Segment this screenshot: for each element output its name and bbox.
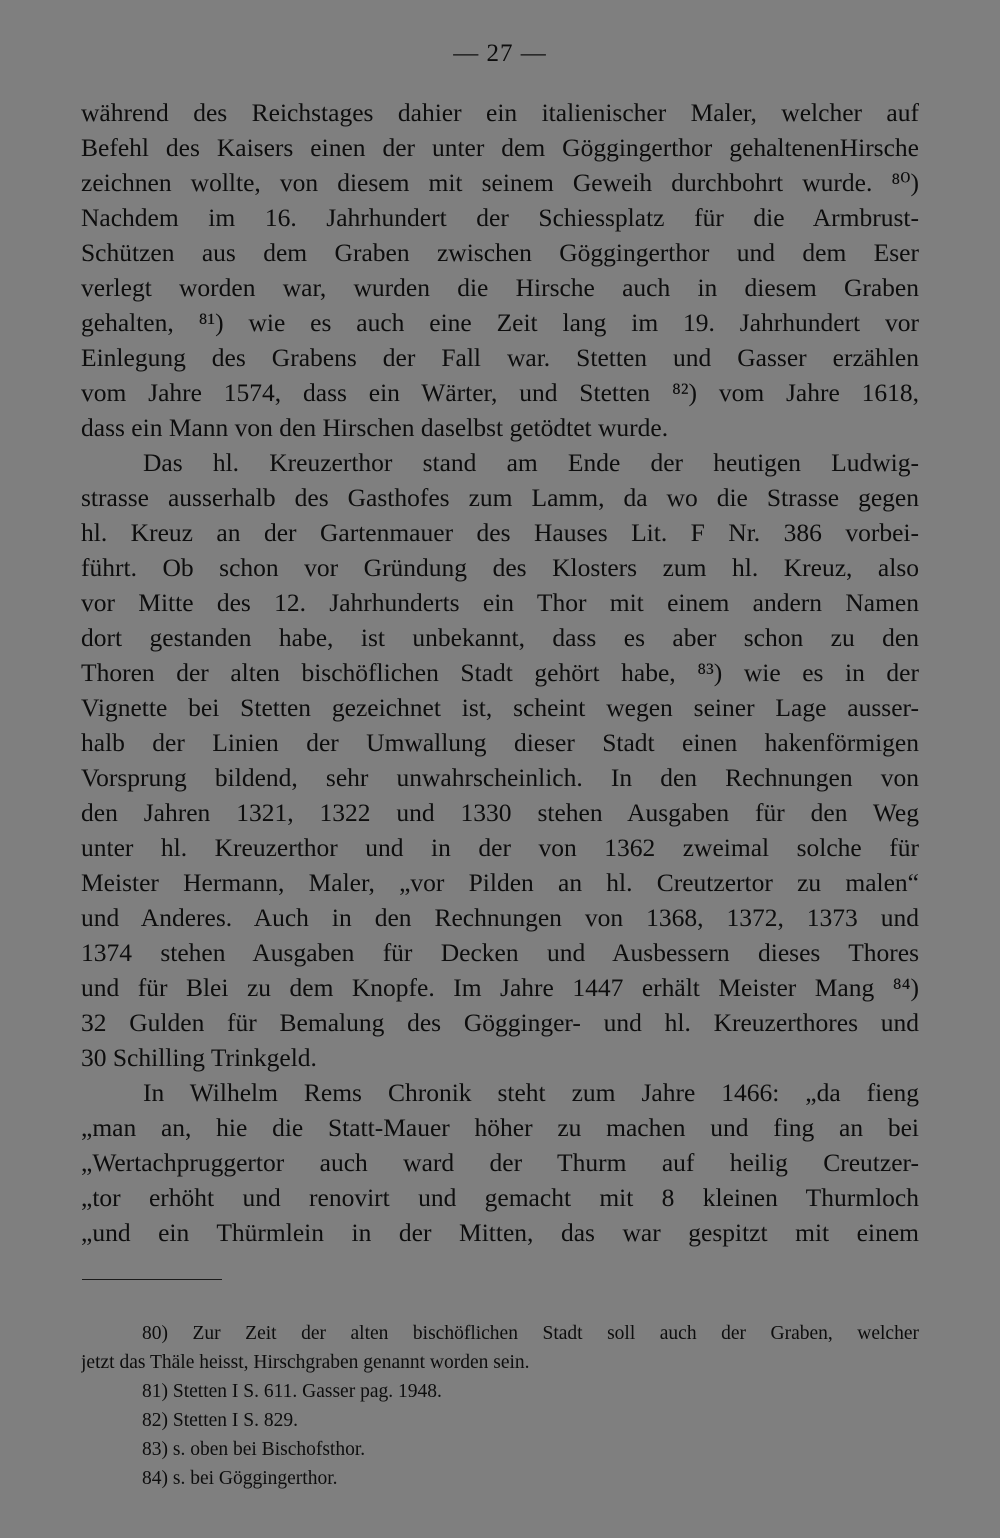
- text-line: „und ein Thürmlein in der Mitten, das war gespitzt mit einem: [81, 1218, 919, 1247]
- text-line: vor Mitte des 12. Jahrhunderts ein Thor mit einem andern Namen: [81, 588, 919, 617]
- text-line: Das hl. Kreuzerthor stand am Ende der heutigen Ludwig-: [143, 448, 919, 477]
- text-line: hl. Kreuz an der Gartenmauer des Hauses Lit. F Nr. 386 vorbei-: [81, 518, 919, 547]
- text-line: während des Reichstages dahier ein italienischer Maler, welcher auf: [81, 98, 919, 127]
- text-line: „tor erhöht und renovirt und gemacht mit 8 kleinen Thurmloch: [81, 1183, 919, 1212]
- text-line: Meister Hermann, Maler, „vor Pilden an hl. Creutzertor zu malen“: [81, 868, 919, 897]
- footnote-separator: [82, 1279, 222, 1280]
- text-line: Nachdem im 16. Jahrhundert der Schiessplatz für die Armbrust-: [81, 203, 919, 232]
- page-number: — 27 —: [453, 40, 547, 67]
- text-line: dort gestanden habe, ist unbekannt, dass es aber schon zu den: [81, 623, 919, 652]
- text-line: dass ein Mann von den Hirschen daselbst getödtet wurde.: [81, 413, 669, 442]
- footnote-line: jetzt das Thäle heisst, Hirschgraben genannt worden sein.: [81, 1352, 530, 1373]
- text-line: 1374 stehen Ausgaben für Decken und Ausbessern dieses Thores: [81, 938, 919, 967]
- text-line: und für Blei zu dem Knopfe. Im Jahre 1447 erhält Meister Mang ⁸⁴): [81, 973, 919, 1002]
- footnote-line: 81) Stetten I S. 611. Gasser pag. 1948.: [142, 1381, 442, 1402]
- text-line: und Anderes. Auch in den Rechnungen von 1368, 1372, 1373 und: [81, 903, 919, 932]
- text-line: führt. Ob schon vor Gründung des Klosters zum hl. Kreuz, also: [81, 553, 919, 582]
- text-line: strasse ausserhalb des Gasthofes zum Lamm, da wo die Strasse gegen: [81, 483, 919, 512]
- text-line: Einlegung des Grabens der Fall war. Stetten und Gasser erzählen: [81, 343, 919, 372]
- text-line: vom Jahre 1574, dass ein Wärter, und Stetten ⁸²) vom Jahre 1618,: [81, 378, 919, 407]
- text-line: In Wilhelm Rems Chronik steht zum Jahre 1466: „da fieng: [143, 1078, 919, 1107]
- footnote-line: 84) s. bei Göggingerthor.: [142, 1468, 338, 1489]
- text-line: halb der Linien der Umwallung dieser Stadt einen hakenförmigen: [81, 728, 919, 757]
- text-line: „Wertachpruggertor auch ward der Thurm auf heilig Creutzer-: [81, 1148, 919, 1177]
- text-line: gehalten, ⁸¹) wie es auch eine Zeit lang im 19. Jahrhundert vor: [81, 308, 919, 337]
- footnote-line: 80) Zur Zeit der alten bischöflichen Stadt soll auch der Graben, welcher: [142, 1323, 919, 1344]
- text-line: Vorsprung bildend, sehr unwahrscheinlich. In den Rechnungen von: [81, 763, 919, 792]
- text-line: 30 Schilling Trinkgeld.: [81, 1043, 317, 1072]
- text-line: 32 Gulden für Bemalung des Gögginger- und hl. Kreuzerthores und: [81, 1008, 919, 1037]
- text-line: Schützen aus dem Graben zwischen Göggingerthor und dem Eser: [81, 238, 919, 267]
- text-line: Befehl des Kaisers einen der unter dem Göggingerthor gehaltenenHirsche: [81, 133, 919, 162]
- text-line: den Jahren 1321, 1322 und 1330 stehen Ausgaben für den Weg: [81, 798, 919, 827]
- text-line: unter hl. Kreuzerthor und in der von 1362 zweimal solche für: [81, 833, 919, 862]
- text-line: Thoren der alten bischöflichen Stadt gehört habe, ⁸³) wie es in der: [81, 658, 919, 687]
- footnote-line: 82) Stetten I S. 829.: [142, 1410, 298, 1431]
- text-line: „man an, hie die Statt-Mauer höher zu machen und fing an bei: [81, 1113, 919, 1142]
- text-line: zeichnen wollte, von diesem mit seinem Geweih durchbohrt wurde. ⁸⁰): [81, 168, 919, 197]
- footnote-line: 83) s. oben bei Bischofsthor.: [142, 1439, 366, 1460]
- text-line: Vignette bei Stetten gezeichnet ist, scheint wegen seiner Lage ausser-: [81, 693, 919, 722]
- text-line: verlegt worden war, wurden die Hirsche auch in diesem Graben: [81, 273, 919, 302]
